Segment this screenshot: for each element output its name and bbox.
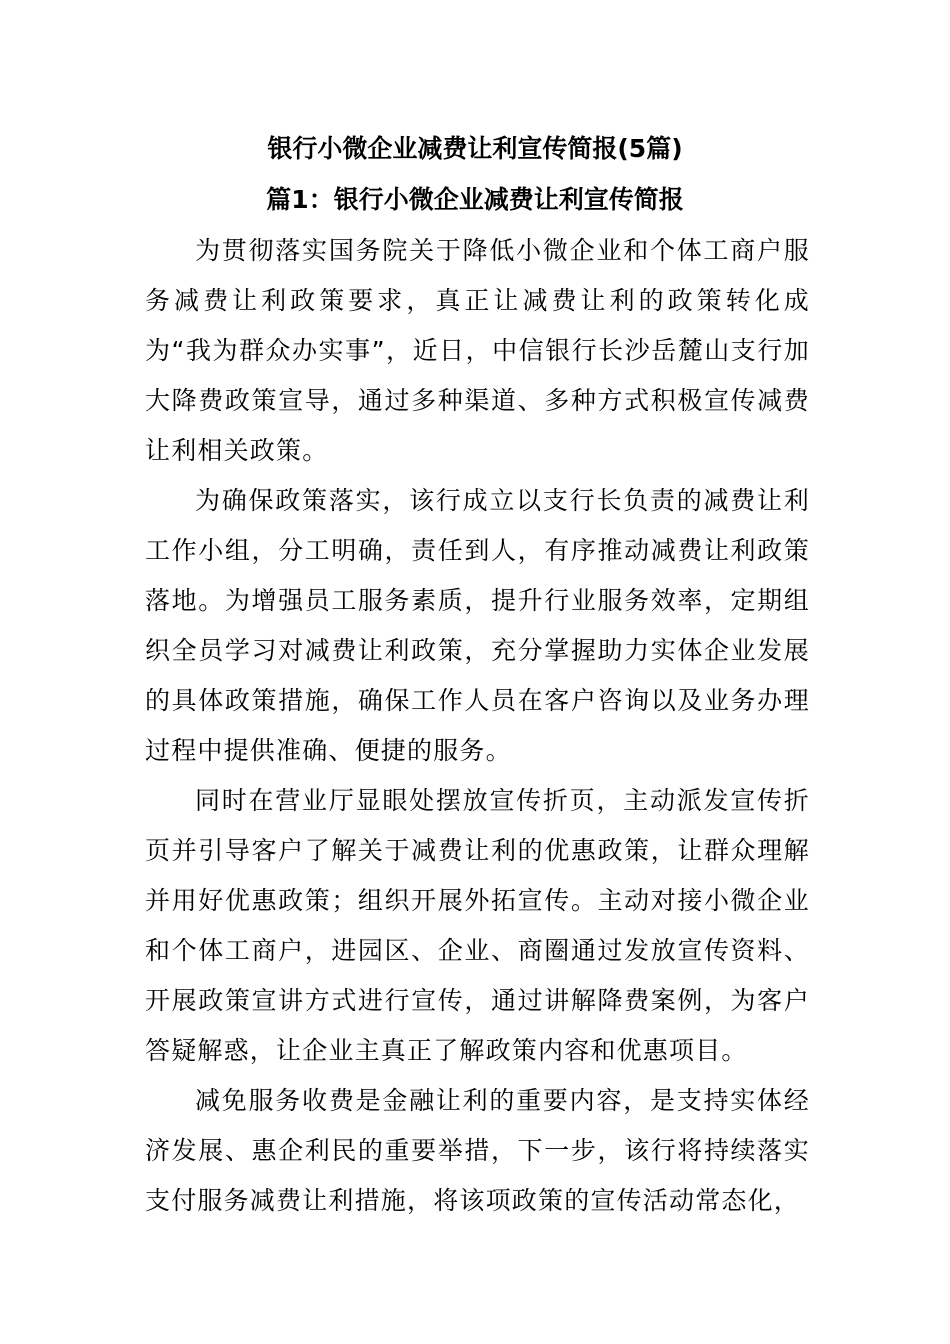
section-title: 篇1：银行小微企业减费让利宣传简报 (266, 185, 684, 214)
paragraph-3: 同时在营业厅显眼处摆放宣传折页，主动派发宣传折页并引导客户了解关于减费让利的优惠政策，让群众理解并用好优惠政策；组织开展外拓宣传。主动对接小微企业和个体工商户，进园区、企业、商圈通过发放宣传资料、开展政策宣讲方式进行宣传，通过讲解降费案例，为客户答疑解惑，让企业主真正了解政策内容和优惠项目。 (145, 786, 810, 1065)
paragraph-1: 为贯彻落实国务院关于降低小微企业和个体工商户服务减费让利政策要求，真正让减费让利的政策转化成为“我为群众办实事”，近日，中信银行长沙岳麓山支行加大降费政策宣导，通过多种渠道、多种方式积极宣传减费让利相关政策。 (145, 236, 810, 465)
body-text (145, 226, 810, 1226)
document-title: 银行小微企业减费让利宣传简报(5篇) (267, 134, 683, 163)
paragraph-4: 减免服务收费是金融让利的重要内容，是支持实体经济发展、惠企利民的重要举措，下一步，该行将持续落实支付服务减费让利措施，将该项政策的宣传活动常态化， (145, 1086, 810, 1215)
paragraph-2: 为确保政策落实，该行成立以支行长负责的减费让利工作小组，分工明确，责任到人，有序推动减费让利政策落地。为增强员工服务素质，提升行业服务效率，定期组织全员学习对减费让利政策，充分掌握助力实体企业发展的具体政策措施，确保工作人员在客户咨询以及业务办理过程中提供准确、便捷的服务。 (145, 486, 810, 765)
